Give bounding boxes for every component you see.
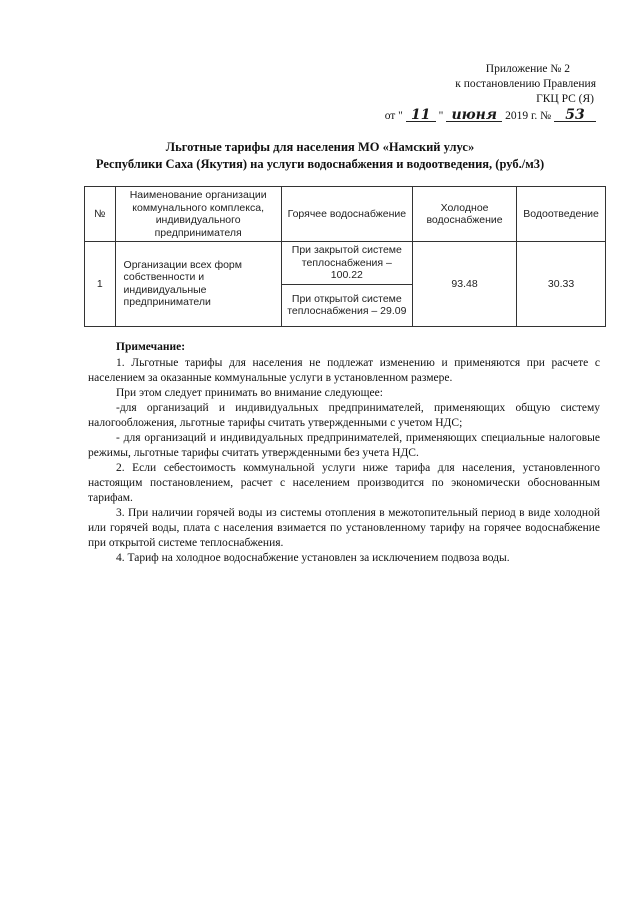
header-num: №	[85, 187, 116, 242]
note-2: 2. Если себестоимость коммунальной услуги ниже тарифа для населения, установленного настоящим постановлением, расчет с населением производится по экономически обоснованным тарифам.	[88, 462, 600, 504]
header-cold-water: Холодное водоснабжение	[412, 187, 516, 242]
resolution-number: 53	[554, 109, 596, 122]
note-1: 1. Льготные тарифы для населения не подлежат изменению и применяются при расчете с населением за оказанные коммунальные услуги в установленном размере.	[88, 357, 600, 384]
header-drainage: Водоотведение	[517, 187, 606, 242]
note-1-intro: При этом следует принимать во внимание следующее:	[116, 387, 383, 399]
header-hot-water: Горячее водоснабжение	[281, 187, 412, 242]
document-title	[40, 139, 600, 173]
hot-closed-system: При закрытой системе теплоснабжения – 100.22	[281, 242, 412, 285]
cold-water-value: 93.48	[412, 242, 516, 327]
note-1-general-tax: -для организаций и индивидуальных предпринимателей, применяющих общую систему налогообложения, льготные тарифы считать утвержденными с учетом НДС;	[88, 402, 600, 429]
table-row	[85, 242, 606, 285]
note-3: 3. При наличии горячей воды из системы отопления в межотопительный период в виде холодной или горячей воды, плата с населения взимается по установленному тарифу на горячее водоснабжение при открытой системе теплоснабжения.	[88, 507, 600, 549]
title-line-1: Льготные тарифы для населения МО «Намский улус»	[165, 140, 475, 154]
header-block	[336, 62, 596, 124]
tariff-table	[84, 186, 606, 327]
table-header-row	[85, 187, 606, 242]
date-line	[336, 109, 596, 124]
date-month: июня	[446, 109, 502, 122]
date-prefix: от "	[384, 110, 403, 122]
date-year: 2019 г. №	[505, 110, 552, 122]
row-org: Организации всех форм собственности и индивидуальные предприниматели	[115, 242, 281, 327]
note-1-special-tax: - для организаций и индивидуальных предпринимателей, применяющих специальные налоговые режимы, льготные тарифы считать утвержденными без учета НДС.	[88, 432, 600, 459]
note-4: 4. Тариф на холодное водоснабжение установлен за исключением подвоза воды.	[116, 552, 510, 564]
hot-open-system: При открытой системе теплоснабжения – 29.09	[281, 284, 412, 326]
title-line-2: Республики Саха (Якутия) на услуги водоснабжения и водоотведения, (руб./м3)	[95, 157, 545, 171]
date-day: 11	[406, 109, 436, 122]
row-num: 1	[85, 242, 116, 327]
notes-section	[88, 340, 600, 566]
date-quote: "	[438, 110, 444, 122]
appendix-label: Приложение № 2	[485, 63, 570, 75]
notes-heading: Примечание:	[116, 341, 186, 353]
resolution-ref: к постановлению Правления	[455, 78, 596, 90]
header-org: Наименование организации коммунального комплекса, индивидуального предпринимателя	[115, 187, 281, 242]
org-name: ГКЦ РС (Я)	[536, 93, 594, 105]
drainage-value: 30.33	[517, 242, 606, 327]
